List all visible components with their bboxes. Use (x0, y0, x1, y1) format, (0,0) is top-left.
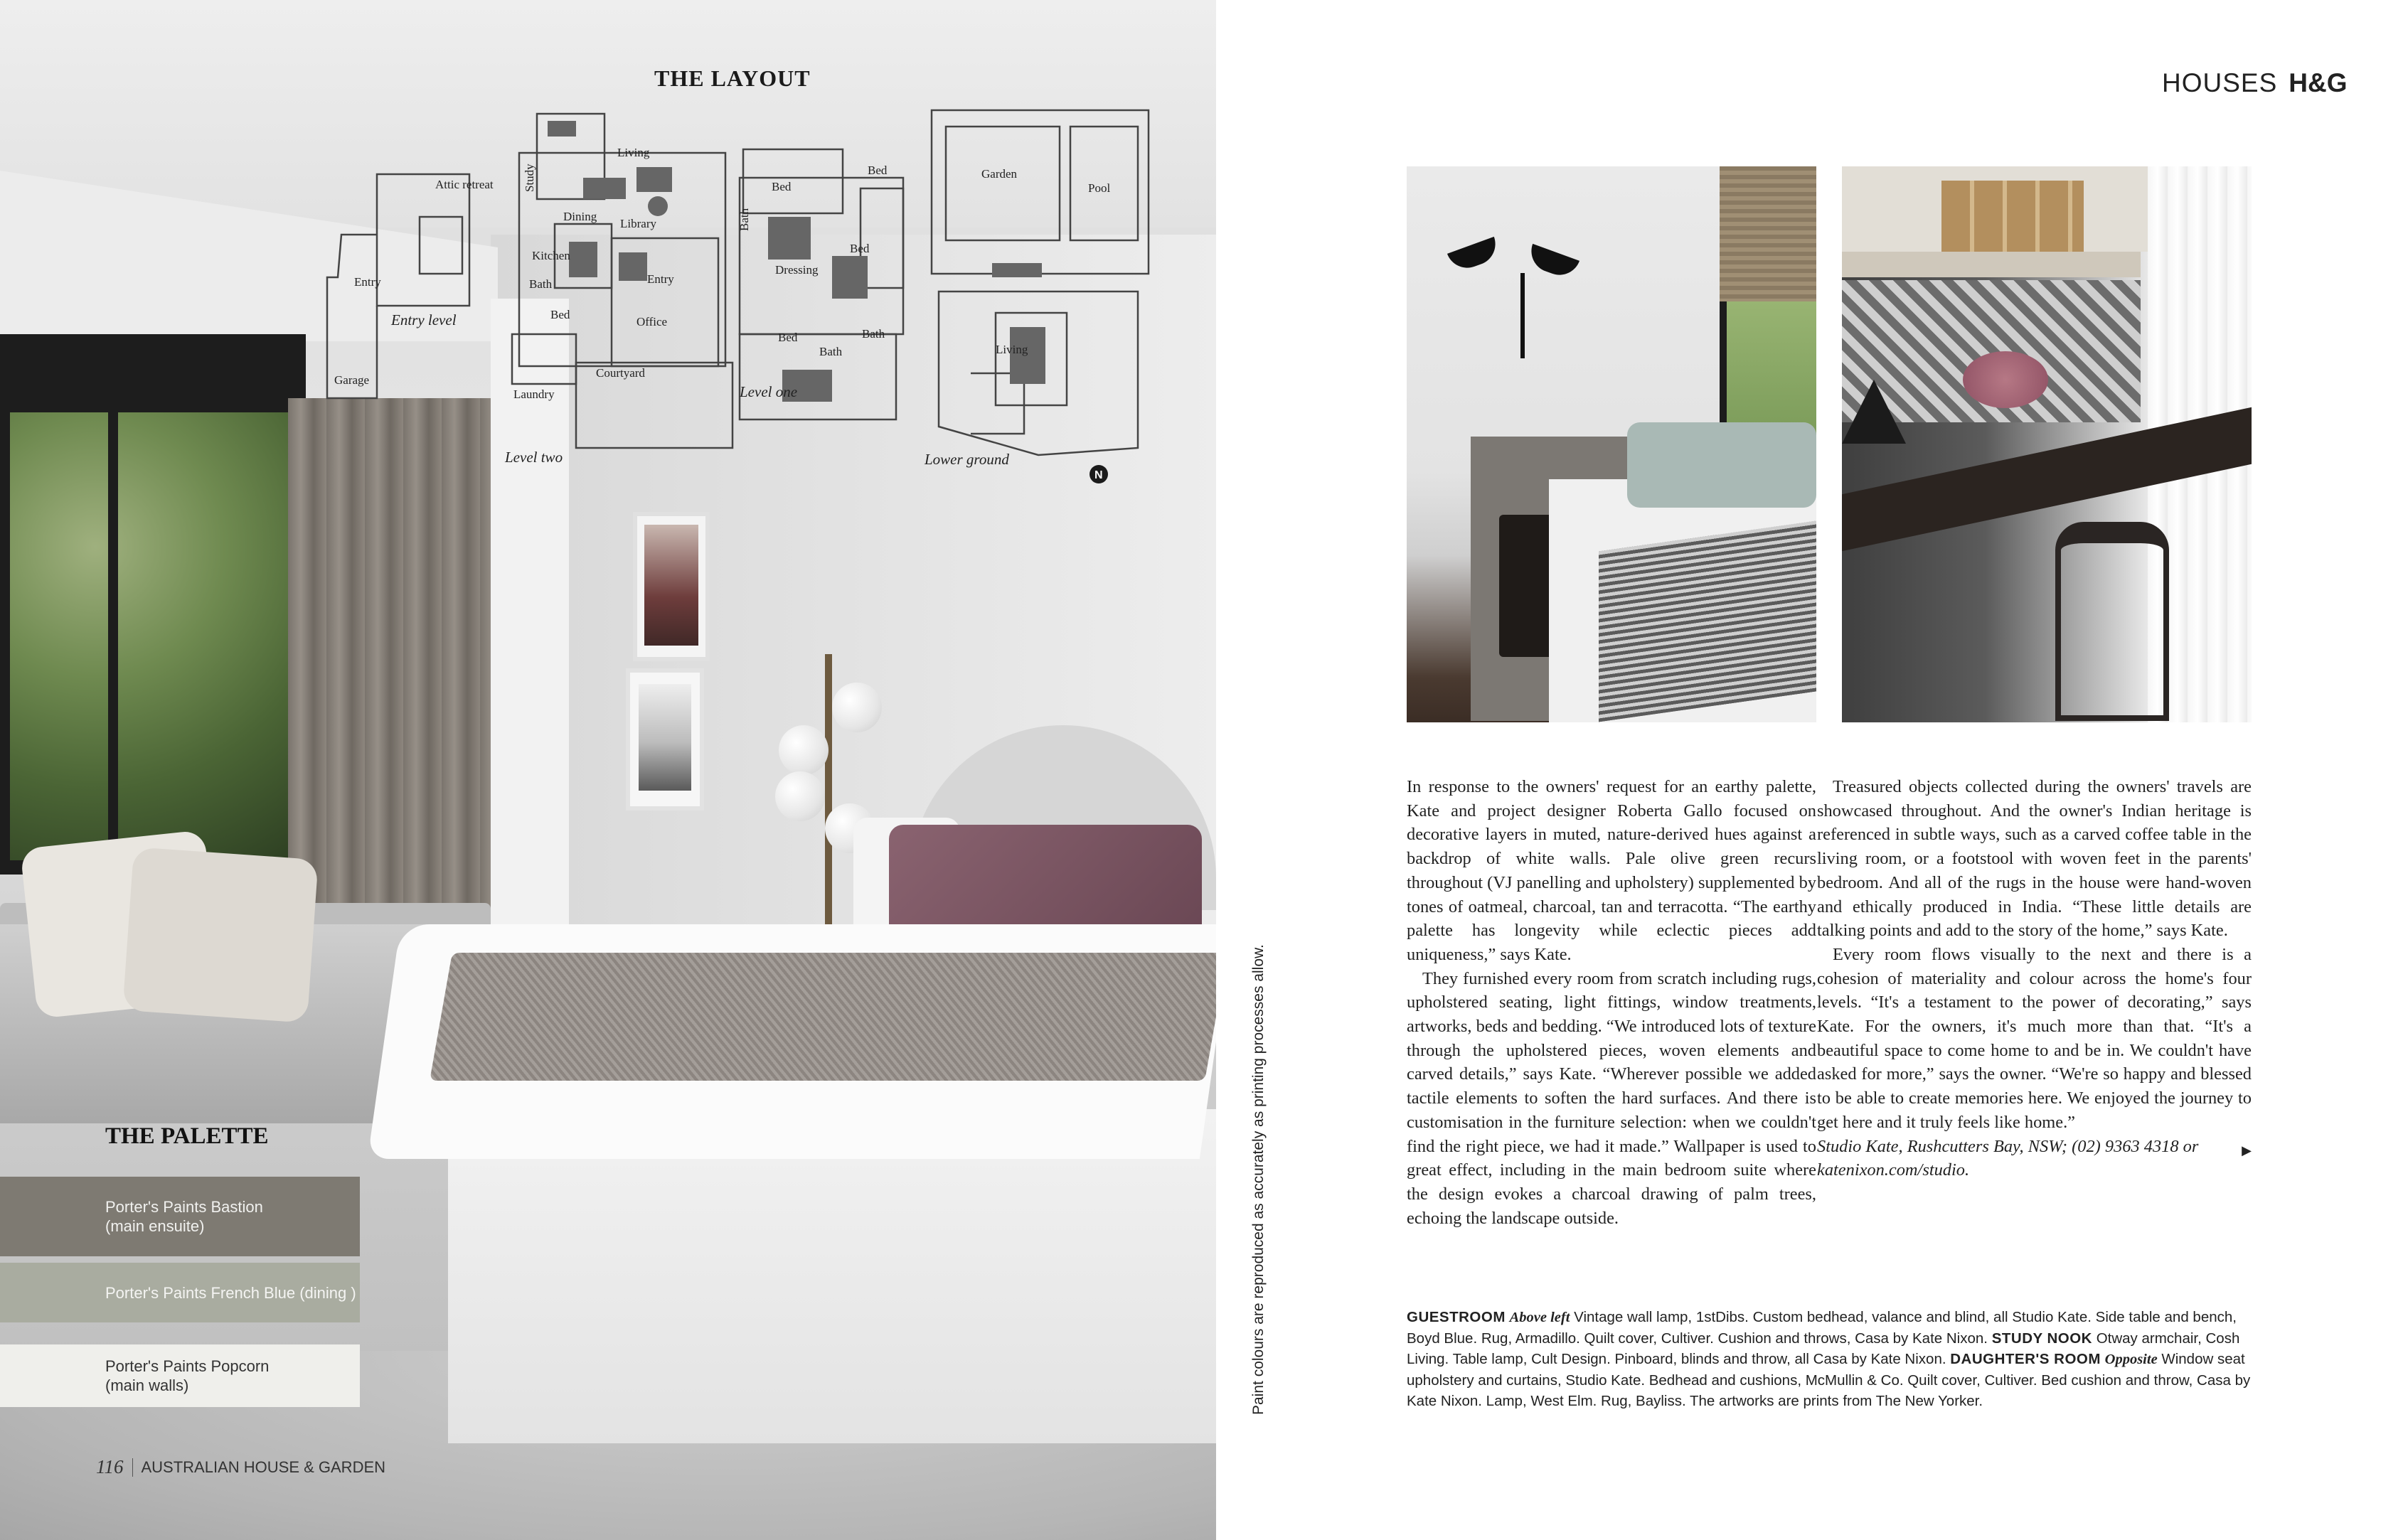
pillow-mauve (889, 825, 1202, 939)
study-nook-photo (1842, 166, 2252, 722)
floor-plan-furniture (548, 121, 1045, 402)
level-label: Level two (505, 449, 563, 466)
swatch-name: Porter's Paints Popcorn (105, 1357, 270, 1375)
cushion (122, 847, 318, 1023)
caption-text: Vintage wall lamp, 1stDibs. Custom bedhead, valance and blind, all Studio Kate. Side table and bench, Boyd Blue. Rug, Armadillo. Quilt cover, Cultiver. Cushion and throws, Casa by Kate Nixon. (1407, 1309, 2237, 1347)
shelf-edge (1842, 252, 2141, 277)
wall-lamp-arm (1520, 273, 1525, 358)
paragraph: They furnished every room from scratch including rugs, upholstered seating, light fittings, window treatments, artworks, beds and bedding. “We introduced lots of texture through the upholstered pieces, woven elements and carved details,” says Kate. “Wherever possible we added tactile elements to soften the hard surfaces. And there is customisation in the furniture selection: when we couldn't find the right piece, we had it made.” Wallpaper is used to great effect, including in the main bedroom suite where the design evokes a charcoal drawing of palm trees, echoing the landscape outside. (1407, 968, 1816, 1228)
level-label: Entry level (391, 311, 457, 328)
palette-swatch-french-blue (0, 1263, 360, 1322)
window-mullion (108, 412, 118, 860)
swatch-room: (main walls) (105, 1376, 189, 1394)
room-label: Garden (981, 167, 1018, 181)
room-label: Bath (737, 208, 751, 231)
palette-title: THE PALETTE (105, 1123, 269, 1149)
caption-position: Opposite (2104, 1352, 2158, 1367)
room-label: Library (620, 217, 656, 230)
room-label: Study (523, 164, 536, 192)
artwork-print-1 (633, 512, 710, 661)
caption-position: Above left (1509, 1310, 1570, 1325)
magazine-name: AUSTRALIAN HOUSE & GARDEN (141, 1458, 386, 1476)
room-label: Bed (550, 308, 570, 321)
layout-title: THE LAYOUT (654, 65, 811, 91)
storage-boxes (1941, 181, 2084, 252)
room-label: Bed (850, 242, 870, 255)
lamp-globe (775, 771, 825, 821)
caption-label: STUDY NOOK (1991, 1330, 2092, 1347)
section-name: HOUSES (2162, 68, 2278, 97)
paragraph: In response to the owners' request for an earthy palette, Kate and project designer Roberta Gallo focused on decorative layers in muted, nature-derived hues against a backdrop of white walls. Pale olive green recurs throughout (VJ panelling and upholstery) supplemented by tones of oatmeal, charcoal, tan and terracotta. “The earthy palette has longevity while eclectic pieces add uniqueness,” says Kate. (1407, 777, 1816, 964)
swatch-room: (main ensuite) (105, 1217, 205, 1235)
section-header (2162, 68, 2348, 98)
room-label: Living (996, 343, 1028, 356)
woven-blind (1720, 166, 1816, 301)
room-label: Bed (778, 331, 798, 344)
folio-divider (132, 1458, 133, 1477)
floor-plan-walls (327, 110, 1149, 455)
window-view-trees (10, 412, 294, 860)
room-label: Office (636, 315, 668, 328)
paint-colour-note (1246, 946, 1267, 1415)
paragraph: Every room flows visually to the next and there is a cohesion of materiality and colour across the home's four levels. “It's a testament to the power of decorating,” says Kate. For the owners, it's much more than that. “It's a beautiful space to come home to and be in. We couldn't have asked for more,” says the owner. “We're so happy and blessed to be able to create memories here. We enjoyed the journey to get here and it truly feels like home.” (1817, 944, 2252, 1132)
palette-swatch-bastion (0, 1177, 360, 1256)
bed-valance (448, 1109, 1216, 1443)
room-label: Living (617, 146, 650, 159)
room-label: Bath (819, 345, 843, 358)
paint-colour-note-text: Paint colours are reproduced as accurately as printing processes allow. (1250, 944, 1267, 1415)
body-column-2 (1817, 775, 2252, 1182)
artwork-print-2 (626, 668, 704, 811)
photo-captions (1407, 1307, 2254, 1411)
room-label: Dining (563, 210, 597, 223)
room-label: Pool (1088, 181, 1111, 195)
caption-text: Otway armchair, Cosh Living. Table lamp, Cult Design. Pinboard, blinds and throw, all Casa by Kate Nixon. (1407, 1330, 2240, 1367)
page-folio (96, 1456, 385, 1478)
caption-text: Window seat upholstery and curtains, Studio Kate. Bedhead and cushions, McMullin & Co. Quilt cover, Cultiver. Bed cushion and throw, Casa by Kate Nixon. Lamp, West Elm. Rug, Bayliss. The artworks are prints from The New Yorker. (1407, 1351, 2251, 1409)
designer-credit: Studio Kate, Rushcutters Bay, NSW; (02) 9363 4318 or katenixon.com/studio. (1817, 1136, 2199, 1180)
level-label: Level one (740, 383, 798, 400)
wall-lamp (1525, 244, 1579, 281)
guestroom-photo (1407, 166, 1816, 722)
bed-throw (430, 953, 1216, 1081)
throw (1599, 520, 1816, 722)
floor-plan (313, 100, 1166, 483)
flowers (1963, 351, 2048, 408)
lamp-globe (832, 683, 882, 732)
page-number: 116 (96, 1456, 124, 1477)
north-arrow-icon (1090, 465, 1108, 483)
room-label: Laundry (513, 387, 555, 401)
room-label: Bath (862, 327, 885, 341)
floor-plan-level-labels (390, 311, 1009, 468)
room-label: Entry (647, 272, 674, 286)
paragraph: Treasured objects collected during the owners' travels are showcased throughout. And the owner's Indian heritage is referenced in subtle ways, such as a carved coffee table in the living room, or a footstool with woven feet in the parents' bedroom. And all of the rugs in the house were hand-woven and ethically produced in India. “These little details are talking points and add to the story of the home,” says Kate. (1817, 777, 2252, 941)
room-label: Kitchen (532, 249, 570, 262)
room-label: Courtyard (596, 366, 645, 380)
room-label: Attic retreat (435, 178, 494, 191)
end-mark-icon: ▶ (2242, 1143, 2252, 1157)
room-label: Dressing (775, 263, 819, 277)
brand-mark: H&G (2289, 68, 2348, 97)
palette-swatch-popcorn (0, 1344, 360, 1407)
body-column-1 (1407, 775, 1816, 1230)
north-label: N (1094, 469, 1103, 481)
room-label: Bed (772, 180, 792, 193)
caption-label: DAUGHTER'S ROOM (1950, 1351, 2101, 1367)
lamp-globe (779, 725, 829, 775)
caption-label: GUESTROOM (1407, 1309, 1506, 1325)
level-label: Lower ground (925, 451, 1009, 468)
pillow (1627, 422, 1816, 508)
room-label: Garage (334, 373, 370, 387)
swatch-name: Porter's Paints French Blue (dining ) (105, 1283, 356, 1302)
room-label: Bath (529, 277, 553, 291)
room-label: Entry (354, 275, 381, 289)
armchair (2055, 522, 2169, 721)
wall-lamp (1447, 237, 1501, 274)
room-label: Bed (868, 164, 888, 177)
swatch-name: Porter's Paints Bastion (105, 1198, 263, 1216)
